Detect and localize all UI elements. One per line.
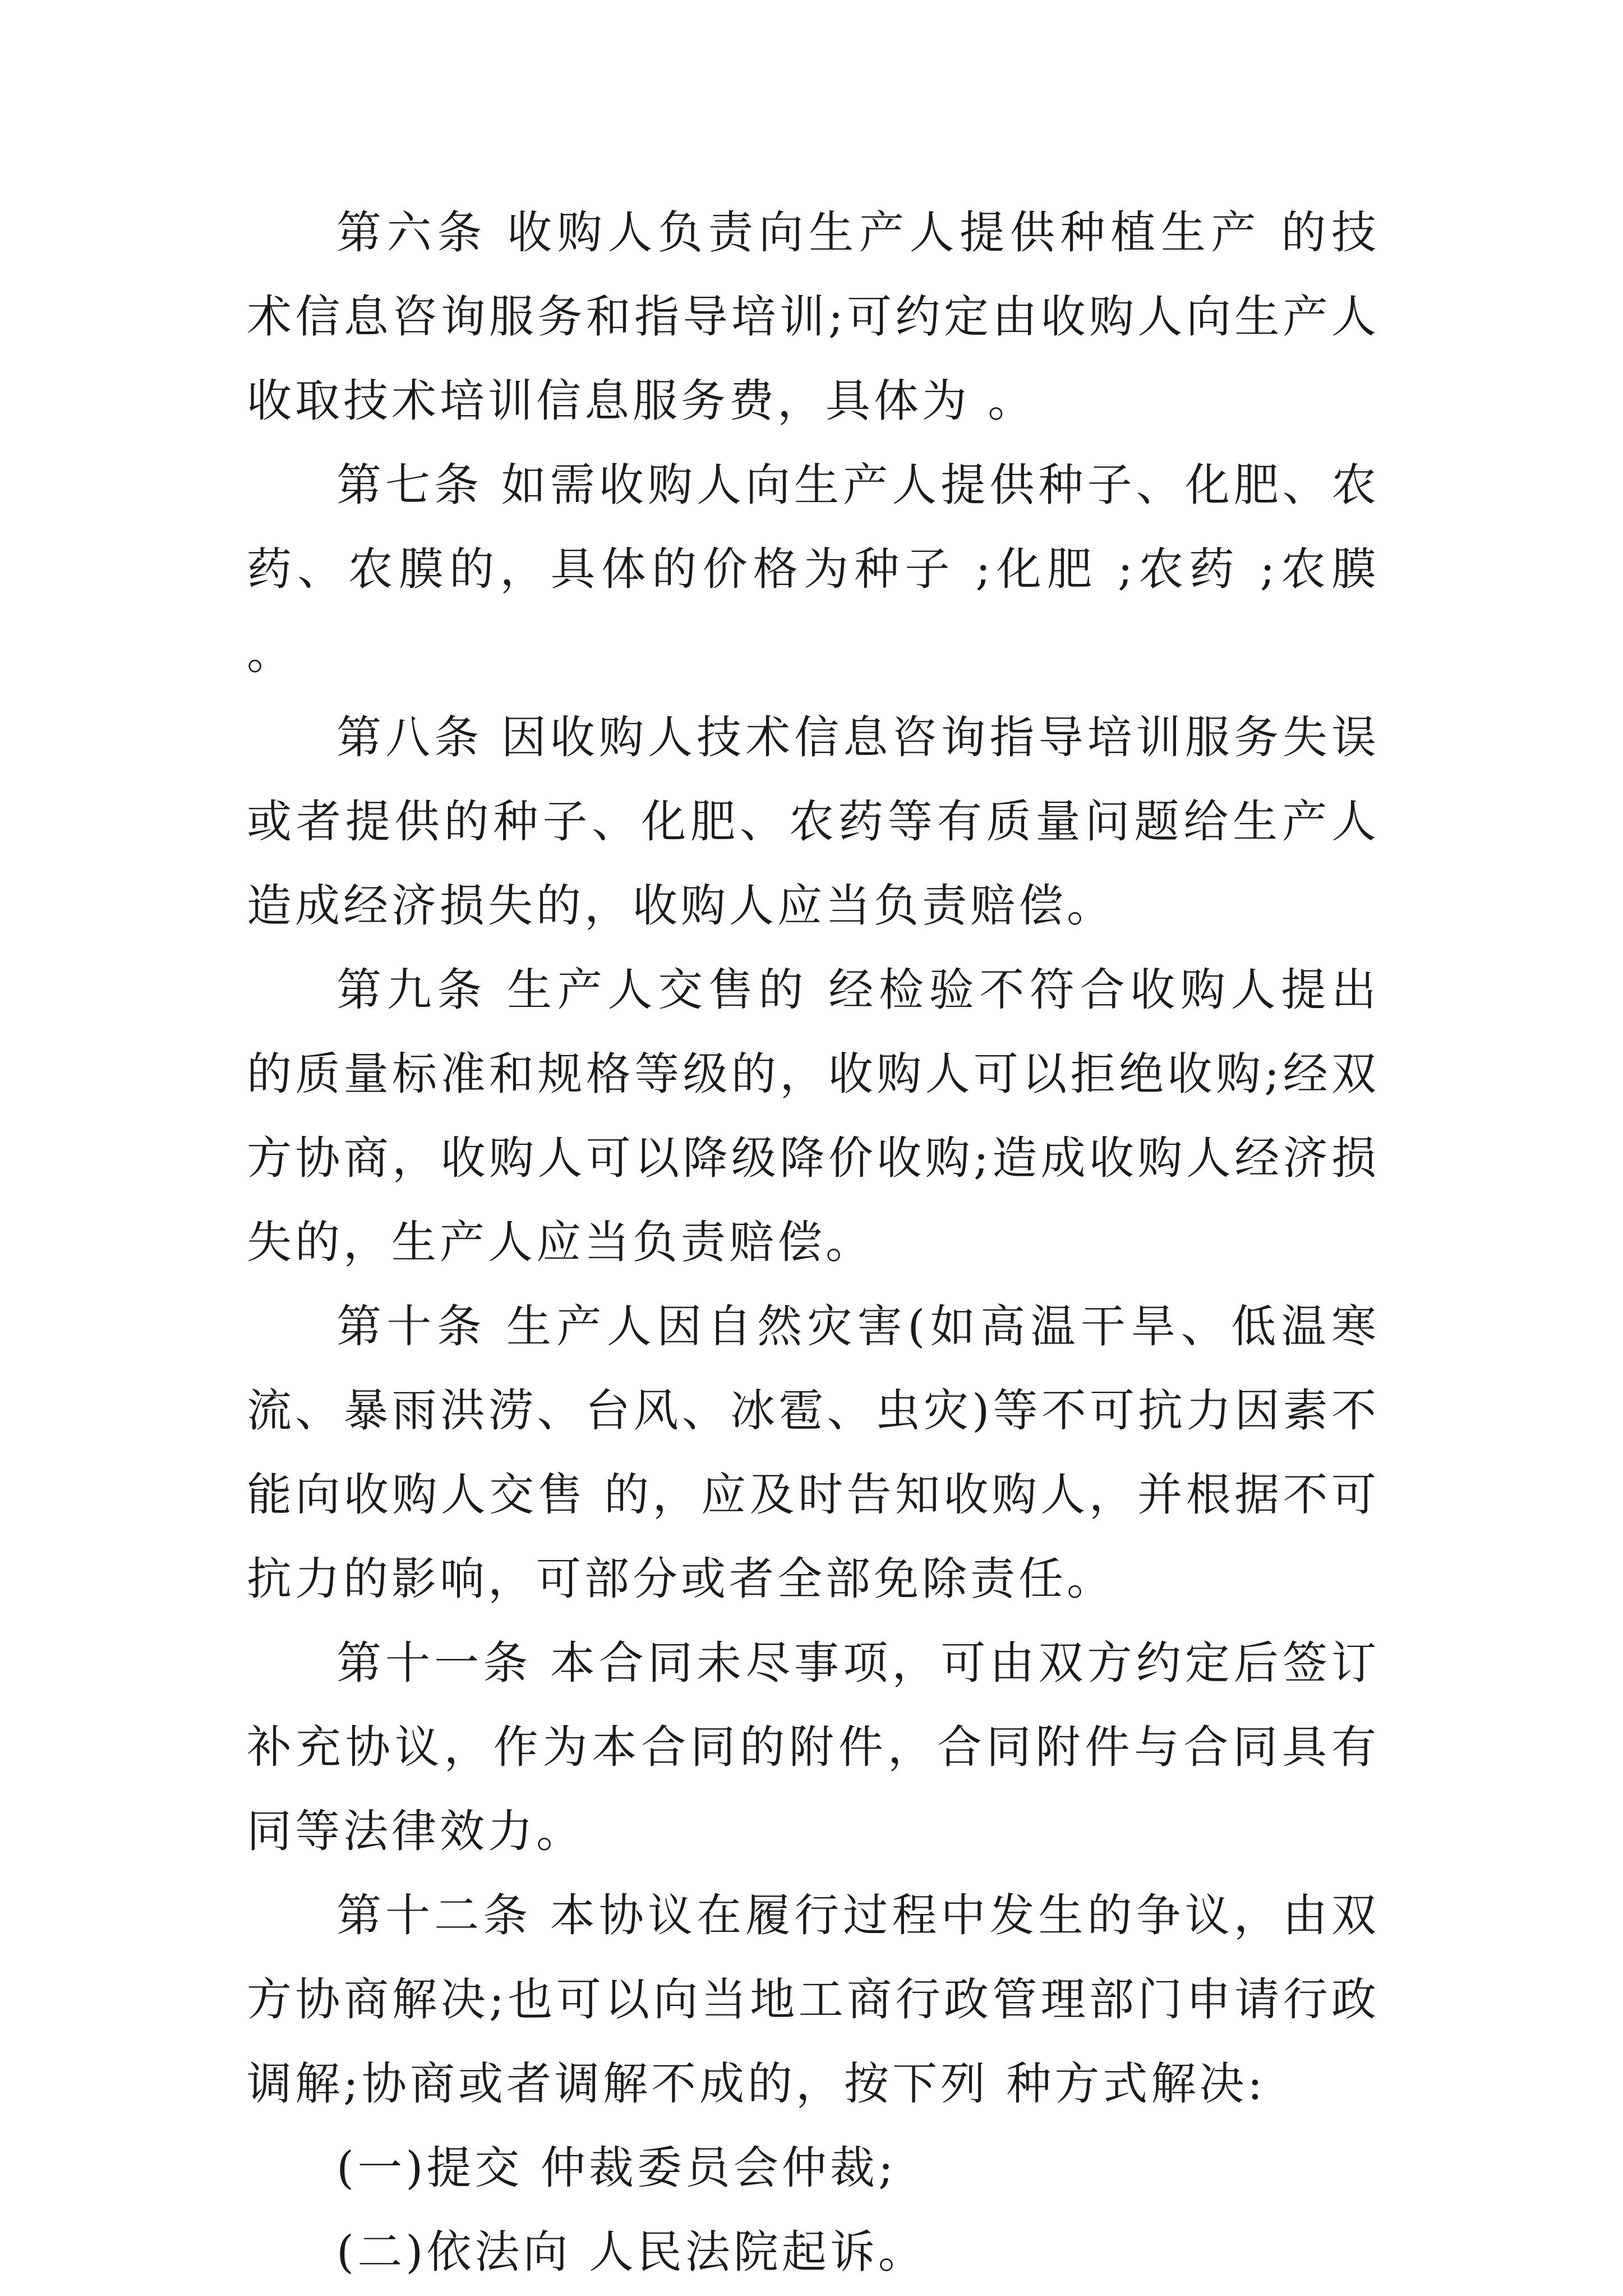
dispute-option-1: (一)提交 仲裁委员会仲裁; xyxy=(336,2142,897,2194)
article-8-paragraph: 第八条 因收购人技术信息咨询指导培训服务失误或者提供的种子、化肥、农药等有质量问题给生产人造成经济损失的，收购人应当负责赔偿。 xyxy=(247,711,1380,932)
article-10-paragraph: 第十条 生产人因自然灾害(如高温干旱、低温寒流、暴雨洪涝、台风、冰雹、虫灾)等不可抗力因素不能向收购人交售 的，应及时告知收购人，并根据不可抗力的影响，可部分或者全部免除责任。 xyxy=(247,1300,1380,1605)
article-12-paragraph: 第十二条 本协议在履行过程中发生的争议，由双方协商解决;也可以向当地工商行政管理部门申请行政调解;协商或者调解不成的，按下列 种方式解决: xyxy=(247,1889,1380,2110)
article-11-paragraph: 第十一条 本合同未尽事项，可由双方约定后签订补充协议，作为本合同的附件，合同附件与合同具有同等法律效力。 xyxy=(247,1637,1380,1857)
article-6-paragraph: 第六条 收购人负责向生产人提供种植生产 的技术信息咨询服务和指导培训;可约定由收购人向生产人收取技术培训信息服务费，具体为 。 xyxy=(247,206,1380,427)
article-7-paragraph: 第七条 如需收购人向生产人提供种子、化肥、农药、农膜的，具体的价格为种子 ;化肥 ;农药 ;农膜 。 xyxy=(247,459,1380,679)
article-9-paragraph: 第九条 生产人交售的 经检验不符合收购人提出的质量标准和规格等级的，收购人可以拒绝收购;经双方协商，收购人可以降级降价收购;造成收购人经济损失的，生产人应当负责赔偿。 xyxy=(247,964,1380,1268)
dispute-option-2: (二)依法向 人民法院起诉。 xyxy=(336,2226,926,2278)
document-body xyxy=(247,191,1380,2294)
